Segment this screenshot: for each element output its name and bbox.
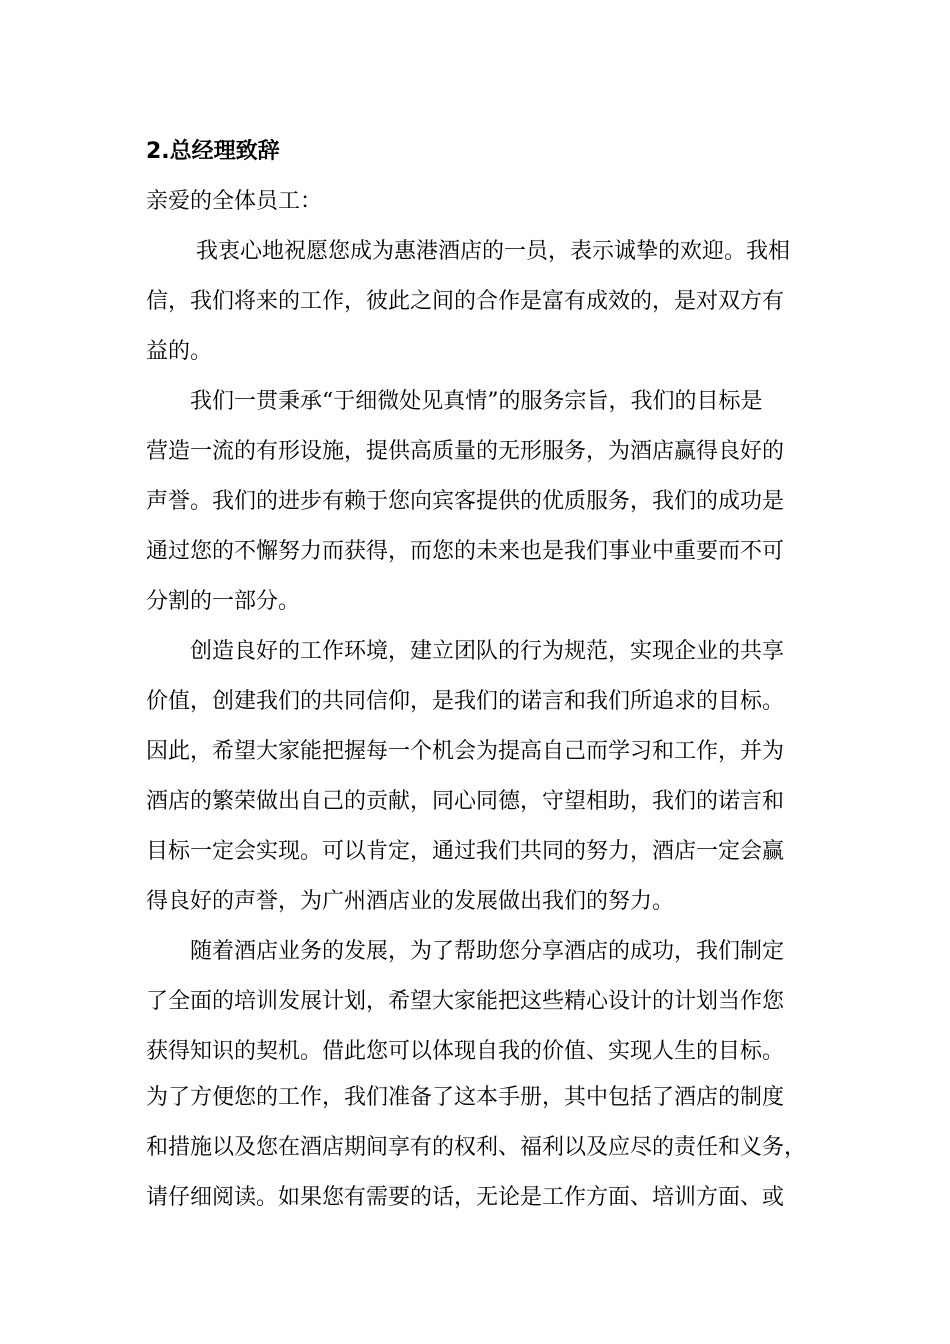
paragraph-line: 为了方便您的工作，我们准备了这本手册，其中包括了酒店的制度 bbox=[146, 1085, 785, 1110]
paragraph-line: 我们一贯秉承“于细微处见真情”的服务宗旨，我们的目标是 bbox=[190, 389, 763, 414]
paragraph-line: 价值，创建我们的共同信仰，是我们的诺言和我们所追求的目标。 bbox=[146, 689, 785, 714]
section-title: 2.总经理致辞 bbox=[146, 139, 280, 164]
paragraph-line: 获得知识的契机。借此您可以体现自我的价值、实现人生的目标。 bbox=[146, 1039, 785, 1064]
paragraph-line: 得良好的声誉，为广州酒店业的发展做出我们的努力。 bbox=[146, 889, 675, 914]
paragraph-line: 益的。 bbox=[146, 339, 213, 364]
paragraph-line: 随着酒店业务的发展，为了帮助您分享酒店的成功，我们制定 bbox=[190, 939, 785, 964]
paragraph-line: 我衷心地祝愿您成为惠港酒店的一员，表示诚挚的欢迎。我相 bbox=[196, 239, 791, 264]
paragraph-line: 信，我们将来的工作，彼此之间的合作是富有成效的，是对双方有 bbox=[146, 289, 785, 314]
paragraph-line: 创造良好的工作环境，建立团队的行为规范，实现企业的共享 bbox=[190, 639, 785, 664]
salutation: 亲爱的全体员工： bbox=[146, 189, 323, 214]
paragraph-line: 营造一流的有形设施，提供高质量的无形服务，为酒店赢得良好的 bbox=[146, 439, 785, 464]
paragraph-line: 因此，希望大家能把握每一个机会为提高自己而学习和工作，并为 bbox=[146, 739, 785, 764]
paragraph-line: 通过您的不懈努力而获得，而您的未来也是我们事业中重要而不可 bbox=[146, 539, 785, 564]
paragraph-line: 声誉。我们的进步有赖于您向宾客提供的优质服务，我们的成功是 bbox=[146, 489, 785, 514]
paragraph-line: 了全面的培训发展计划，希望大家能把这些精心设计的计划当作您 bbox=[146, 989, 785, 1014]
paragraph-line: 请仔细阅读。如果您有需要的话，无论是工作方面、培训方面、或 bbox=[146, 1185, 785, 1210]
paragraph-line: 目标一定会实现。可以肯定，通过我们共同的努力，酒店一定会赢 bbox=[146, 839, 785, 864]
paragraph-line: 分割的一部分。 bbox=[146, 589, 301, 614]
paragraph-line: 酒店的繁荣做出自己的贡献，同心同德，守望相助，我们的诺言和 bbox=[146, 789, 785, 814]
paragraph-line: 和措施以及您在酒店期间享有的权利、福利以及应尽的责任和义务， bbox=[146, 1135, 807, 1160]
